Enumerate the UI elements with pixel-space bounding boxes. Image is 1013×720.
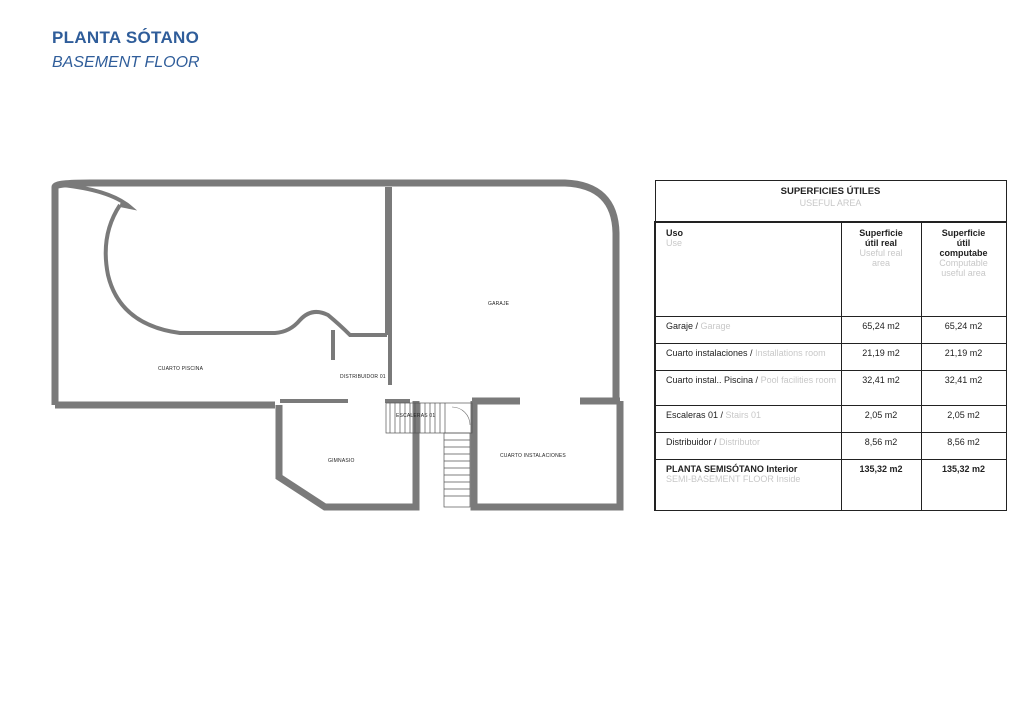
floor-plan [50,175,625,515]
col-comp-label-2: útil [956,238,971,248]
total-label: PLANTA SEMISÓTANO Interior [666,464,798,474]
page-title: PLANTA SÓTANO [52,28,200,47]
table-total-row [655,460,1006,511]
table-row [655,344,1006,371]
row-computable-area: 8,56 m2 [921,433,1006,460]
pool-curve-top [62,185,130,207]
table-title: SUPERFICIES ÚTILES [780,186,881,197]
row-real-area: 8,56 m2 [841,433,921,460]
col-head-uso [655,222,841,317]
table-row [655,433,1006,460]
row-real-area: 32,41 m2 [841,371,921,406]
pool-outline [106,205,387,335]
col-head-real [841,222,921,317]
row-real-area: 65,24 m2 [841,317,921,344]
row-use: Garaje / [666,321,699,331]
outer-wall-top [55,183,616,405]
col-comp-label-3: computabe [939,248,988,258]
page-header [52,28,200,72]
row-use: Cuarto instal.. Piscina / [666,375,759,385]
table-row [655,371,1006,406]
total-real-area: 135,32 m2 [841,460,921,511]
page-subtitle: BASEMENT FLOOR [52,54,200,71]
col-comp-label-en-1: Computable [939,258,988,268]
row-use-en: Installations room [755,348,826,358]
col-comp-label-1: Superficie [941,228,986,238]
row-real-area: 2,05 m2 [841,406,921,433]
areas-table [654,180,1007,511]
col-real-label-en-1: Useful real [859,248,903,258]
col-head-computable [921,222,1006,317]
room-label-distribuidor: DISTRIBUIDOR 01 [340,374,386,380]
room-label-garaje: GARAJE [488,301,510,307]
row-use: Cuarto instalaciones / [666,348,753,358]
table-row [655,406,1006,433]
room-label-escaleras: ESCALERAS 01 [396,413,436,419]
table-header [655,181,1006,223]
room-label-gimnasio: GIMNASIO [328,458,355,464]
row-use-en: Stairs 01 [725,410,762,420]
table-title-en: USEFUL AREA [799,198,862,208]
col-real-label-1: Superficie [859,228,903,238]
room-label-cuarto-piscina: CUARTO PISCINA [158,366,204,372]
col-real-label-2: útil real [864,238,897,248]
row-use: Escaleras 01 / [666,410,724,420]
row-computable-area: 65,24 m2 [921,317,1006,344]
total-label-en: SEMI-BASEMENT FLOOR Inside [666,474,801,484]
row-use-en: Pool facilities room [760,375,837,385]
room-label-cuarto-instalaciones: CUARTO INSTALACIONES [500,453,566,459]
table-row [655,317,1006,344]
row-computable-area: 32,41 m2 [921,371,1006,406]
total-computable-area: 135,32 m2 [921,460,1006,511]
row-real-area: 21,19 m2 [841,344,921,371]
col-comp-label-en-2: useful area [941,268,986,278]
row-use-en: Distributor [719,437,761,447]
col-real-label-en-2: area [871,258,890,268]
col-uso-label: Uso [666,228,684,238]
row-computable-area: 2,05 m2 [921,406,1006,433]
row-use: Distribuidor / [666,437,717,447]
col-uso-label-en: Use [666,238,683,248]
door-arc [452,407,470,425]
row-use-en: Garage [700,321,731,331]
row-computable-area: 21,19 m2 [921,344,1006,371]
